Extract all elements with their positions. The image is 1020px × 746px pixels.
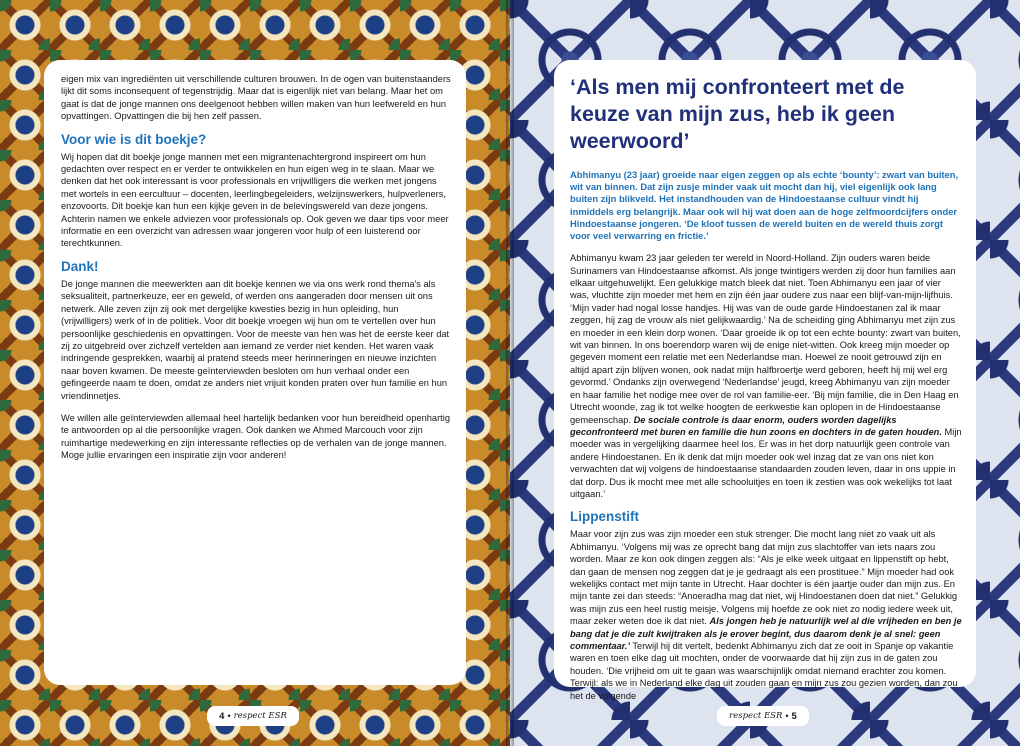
- page-number-left: 4: [219, 710, 225, 722]
- paragraph-2-text-b: Terwijl hij dit vertelt, bedenkt Abhimanyu zich dat ze ooit in Spanje op vakantie waren en toen elke dag uit mochten, onder de voorwaarde dat hij zijn zus in de gaten zou houden. ‘Die vrijheid om uit te gaan was waarschijnlijk omdat niemand erachter zou komen. Terwijl: als we in Nederland elke dag uit zouden gaan en mijn zus zou gezien worden, dan zou het de volgende: [570, 641, 958, 701]
- paragraph-1-text-b: Mijn moeder was in vergelijking daarmee heel los. Er was in het dorp natuurlijk geen controle van andere Hindoestanen. En ik denk dat mijn moeder ook wel inzag dat ze van ons niet kon verwachten dat wij volgens de hindoestaanse standaarden zouden leven, daar in ons uppie in dat dorp. Dus ik mocht mee met alle schooluitjes en toen ik zestien was ook wekelijks tot laat uitgaan.’: [570, 426, 962, 499]
- heading-voor-wie: Voor wie is dit boekje?: [61, 131, 207, 147]
- footer-separator-left: •: [227, 711, 231, 721]
- heading-lippenstift: Lippenstift: [570, 509, 639, 525]
- book-gutter: [506, 0, 514, 746]
- paragraph-voor-wie: Wij hopen dat dit boekje jonge mannen met een migrantenachtergrond inspireert om hun gedachten over respect en er verder te ontwikkelen en hun eigen weg in te slaan. Maar we denken dat het ook interessant is voor professionals en vrijwilligers die werken met jongens met wortels in een eercultuur – docenten, leerlingbegeleiders, welzijnswerkers, hulpverleners, enzovoorts. Dit boekje kan hun een kijkje geven in de belevingswereld van deze jongens. Achterin namen we enkele adviezen voor professionals op. Ook geven we daar tips voor meer informatie en een overzicht van adressen waar jongeren voor hulp of een luisterend oor terechtkunnen.: [61, 151, 449, 249]
- article-headline: ‘Als men mij confronteert met de keuze van mijn zus, heb ik geen weerwoord’: [570, 75, 905, 153]
- paragraph-1-emphasis: De sociale controle is daar enorm, ouders worden dagelijks geconfronteerd met buren en familie die hun zoons en dochters in de gaten houden.: [570, 414, 942, 437]
- left-text-panel: [44, 60, 466, 685]
- article-intro: Abhimanyu (23 jaar) groeide naar eigen zeggen op als echte ‘bounty’: zwart van buiten, wit van binnen. Dat zijn zusje minder vaak uit mocht dan hij, viel eigenlijk ook lang buiten zijn blikveld. Het instandhouden van de Hindoestaanse cultuur vindt hij inmiddels erg belangrijk. Maar ook wil hij wat doen aan de hoge zelfmoordcijfers onder Hindoestaanse jongeren. ‘De kloof tussen de wereld buiten en de wereld thuis zorgt voor veel verwarring en frictie.’: [570, 169, 959, 242]
- article-paragraph-2: [570, 528, 962, 702]
- article-paragraph-1: [570, 252, 962, 500]
- paragraph-1-text-a: Abhimanyu kwam 23 jaar geleden ter wereld in Noord-Holland. Zijn ouders waren beide Surinamers van Hindoestaanse afkomst. Als jonge twintigers werden zij door hun families aan elkaar uitgehuwelijkt. Een gelukkige match bleek dat niet. Toen Abhimanyu een jaar of vier was, vluchtte zijn moeder met hem en zijn één jaar oudere zus naar een blijf-van-mijn-lijfhuis. ‘Mijn vader had nogal losse handjes. Hij was van de oude garde Hindoestanen zal ik maar zeggen, hij zag de vrouw als niet gelijkwaardig.’ Na de scheiding ging Abhimanyu met zijn zus en moeder in een klein dorp wonen. ‘Daar groeide ik op tot een echte bounty: zwart van buiten, wit van binnen. In ons boerendorp waren wij de enige niet-witten. Ook kreeg mijn moeder op gegeven moment een relatie met een Nederlandse man. Hoewel ze nooit getrouwd zijn en altijd apart zijn blijven wonen, ook nadat mijn halfbroertje werd geboren, heeft hij mij wel erg gevormd.’ Ondanks zijn overwegend ‘Nederlandse’ jeugd, kreeg Abhimanyu van zijn moeder en haar familie het nodige mee over de rol van familie-eer. ‘Bij mijn familie, die in Den Haag en Utrecht woonde, zag ik tot welke hoogten de eerkwestie kan oplopen in de Hindoestaanse gemeenschap.: [570, 253, 961, 425]
- paragraph-2-emphasis: Als jongen heb je natuurlijk wel al die vrijheden en ben je bang dat je die zult kwijtraken als je erover begint, dus daarom denk je al snel: geen commentaar.’: [570, 616, 962, 651]
- page-number-right: 5: [791, 710, 797, 722]
- brand-logo-right: respect ESR: [729, 711, 783, 721]
- heading-dank: Dank!: [61, 258, 99, 274]
- paragraph-2-text-a: Maar voor zijn zus was zijn moeder een stuk strenger. Die mocht lang niet zo vaak uit als Abhimanyu. ‘Volgens mij was ze oprecht bang dat mijn zus slachtoffer van iets naars zou worden. Maar ze kon ook dingen zeggen als: “Als je elke week uitgaat en lippenstift op hebt, dan gaan de mensen nog zeggen dat je je gedraagt als een prostituee.” Mijn moeder had ook wekelijks contact met mijn tante in Utrecht. Haar dochter is één jaartje ouder dan mijn zus. En mijn tante zei dan steeds: “Anoeradha mag dat niet, wij Hindoestanen doen dat niet.” Gelukkig was mijn zus een heel rustig meisje. Volgens mij hoefde ze ook niet zo nodig iedere week uit, maar zeker weten doe ik dat niet.: [570, 529, 958, 627]
- paragraph-dank-1: De jonge mannen die meewerkten aan dit boekje kennen we via ons werk rond thema's als seksualiteit, partnerkeuze, eer en geweld, of werden ons aangeraden door mensen uit ons netwerk. Alle zeven zijn zij ook met dergelijke kwesties bezig in hun opleiding, hun (vrijwilligers) werk of in de politiek. Voor dit boekje vroegen wij hun om te vertellen over hun persoonlijke geschiedenis en opvattingen. Voor de meeste van hen was het de eerste keer dat zij zo uitgebreid over zichzelf vertelden aan iemand ze verder niet kenden. Het waren vaak indringende gesprekken, waarbij al pratend steeds meer herinneringen en nieuwe inzichten naar boven kwamen. De meeste geïnterviewden besloten om hun verhaal onder een gefingeerde naam te doen, omdat ze anders niet vrijuit konden praten over hun familie en hun vriendinnetjes.: [61, 278, 450, 401]
- brand-logo-left: respect ESR: [233, 711, 287, 721]
- right-page-footer: [717, 706, 809, 726]
- right-text-panel: [554, 60, 976, 701]
- footer-separator-right: •: [785, 711, 789, 721]
- paragraph-dank-2: We willen alle geïnterviewden allemaal heel hartelijk bedanken voor hun bereidheid openhartig te antwoorden op al die persoonlijke vragen. Ook danken we Ahmed Marcouch voor zijn ruimhartige medewerking en zijn interessante reflecties op de verhalen van de jonge mannen. Moge jullie ervaringen een inspiratie zijn voor anderen!: [61, 412, 450, 461]
- intro-paragraph: eigen mix van ingrediënten uit verschillende culturen brouwen. In de ogen van buitenstaanders lijkt dit soms inconsequent of tegenstrijdig. Maar dat is eigenlijk niet van belang. Maar het om gaat is dat de jonge mannen ons deelgenoot hebben willen maken van hun leefwereld en hun opvattingen. Opvattingen die bij hen zelf passen.: [61, 74, 451, 122]
- left-page-footer: [207, 706, 299, 726]
